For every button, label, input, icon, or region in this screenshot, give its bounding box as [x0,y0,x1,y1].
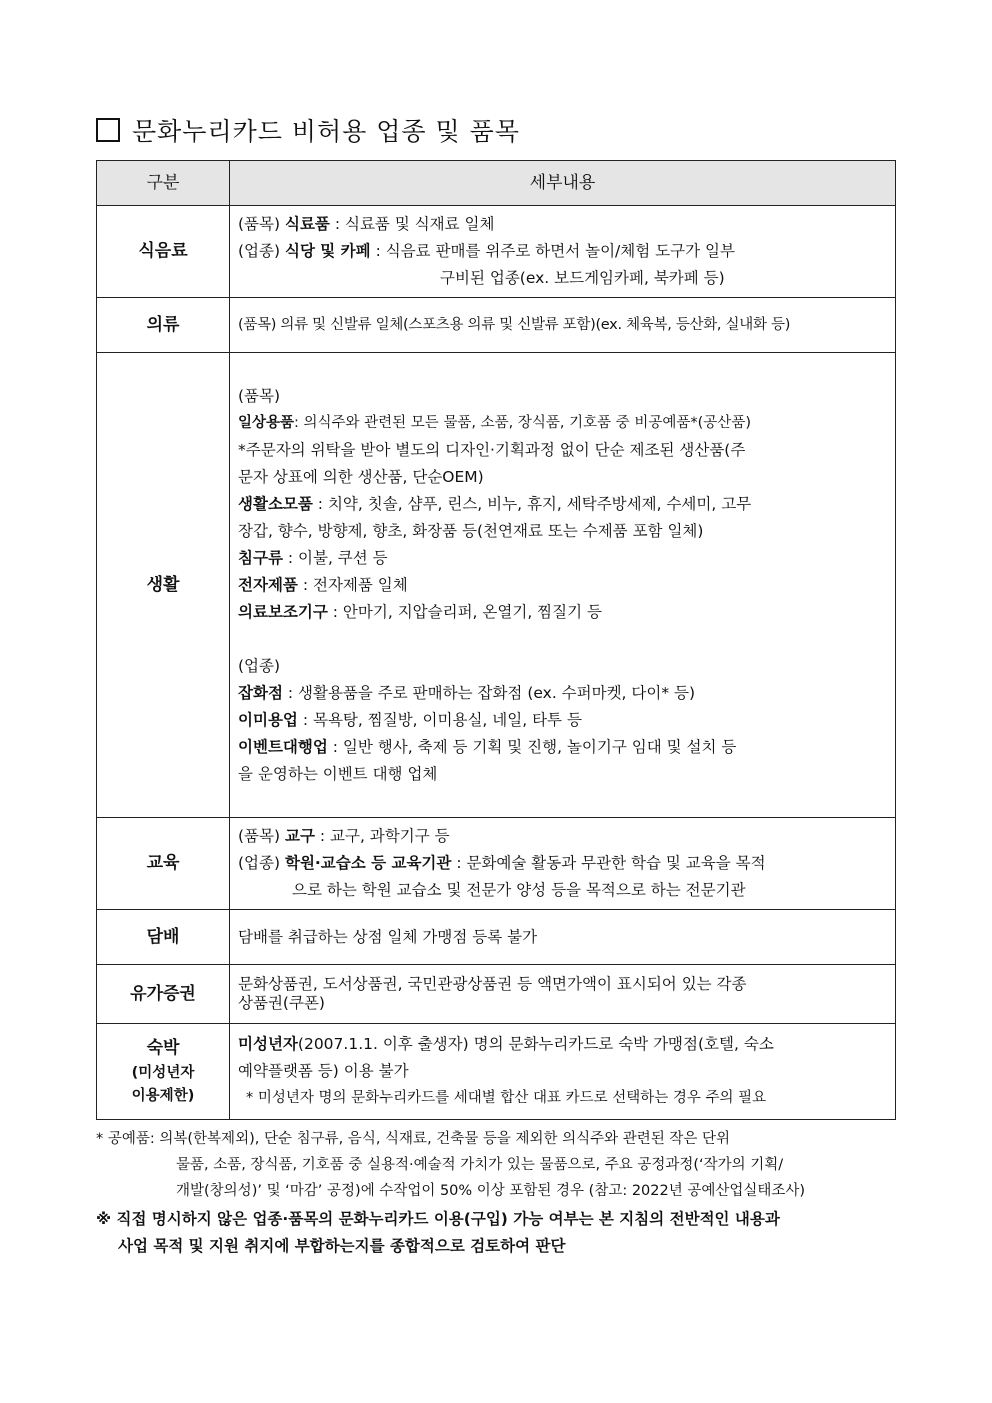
header-category: 구분 [97,161,230,206]
page-title [96,112,520,148]
category-food: 식음료 [97,206,230,298]
category-lodging-sub1: (미성년자 [131,1065,195,1081]
header-details: 세부내용 [230,161,896,206]
final-note-line: 사업 목적 및 지원 취지에 부합하는지를 종합적으로 검토하여 판단 [118,1237,566,1255]
category-lodging-label: 숙박 [146,1038,180,1058]
detail-line: (품목) 의류 및 신발류 일체(스포츠용 의류 및 신발류 포함)(ex. 체육복, 등산화, 실내화 등) [238,316,791,333]
footnote-line: 개발(창의성)’ 및 ‘마감’ 공정)에 수작업이 50% 이상 포함된 경우 (참고: 2022년 공예산업실태조사) [176,1183,806,1199]
footnote-line: * 공예품: 의복(한복제외), 단순 침구류, 음식, 식재료, 건축물 등을 제외한 의식주와 관련된 작은 단위 [96,1131,731,1147]
detail-line: (업종) 식당 및 카페 : 식음료 판매를 위주로 하면서 놀이/체험 도구가 일부 [238,242,735,260]
details-living [230,353,896,818]
detail-line: 문자 상표에 의한 생산품, 단순OEM) [238,467,484,486]
footnote [96,1126,895,1204]
category-tobacco: 담배 [97,910,230,965]
details-food [230,206,896,298]
details-tobacco: 담배를 취급하는 상점 일체 가맹점 등록 불가 [230,910,896,965]
detail-line: *주문자의 위탁을 받아 별도의 디자인·기획과정 없이 단순 제조된 생산품(주 [238,440,746,459]
detail-line: (품목) 교구 : 교구, 과학기구 등 [238,827,450,845]
detail-line: (품목) [238,386,281,405]
detail-line: 으로 하는 학원 교습소 및 전문가 양성 등을 목적으로 하는 전문기관 [292,881,746,899]
detail-line: (업종) 학원·교습소 등 교육기관 : 문화예술 활동과 무관한 학습 및 교육을 목적 [238,854,766,872]
detail-line: 의료보조기구 : 안마기, 지압슬리퍼, 온열기, 찜질기 등 [238,602,603,621]
detail-line: (업종) [238,656,281,675]
category-clothing: 의류 [97,298,230,353]
detail-line: 을 운영하는 이벤트 대행 업체 [238,764,438,783]
table-row [97,298,896,353]
detail-line: 침구류 : 이불, 쿠션 등 [238,548,388,567]
detail-line: 장갑, 향수, 방향제, 향초, 화장품 등(천연재료 또는 수제품 포함 일체) [238,521,704,540]
category-lodging [97,1024,230,1120]
table-row [97,818,896,910]
footnote-line: 물품, 소품, 장식품, 기호품 중 실용적·예술적 가치가 있는 물품으로, 주요 공정과정(‘작가의 기획/ [176,1157,784,1173]
detail-line: 전자제품 : 전자제품 일체 [238,575,408,594]
final-note [96,1206,895,1260]
table-row [97,1024,896,1120]
table-row [97,206,896,298]
category-education: 교육 [97,818,230,910]
final-note-line: ※ 직접 명시하지 않은 업종·품목의 문화누리카드 이용(구입) 가능 여부는 본 지침의 전반적인 내용과 [96,1210,780,1228]
detail-line: 구비된 업종(ex. 보드게임카페, 북카페 등) [440,269,725,287]
detail-line: (품목) 식료품 : 식료품 및 식재료 일체 [238,215,495,233]
details-securities [230,965,896,1024]
detail-line: * 미성년자 명의 문화누리카드를 세대별 합산 대표 카드로 선택하는 경우 주의 필요 [246,1090,767,1106]
table-row [97,965,896,1024]
spacer [238,626,885,653]
category-securities: 유가증권 [97,965,230,1024]
detail-line: 잡화점 : 생활용품을 주로 판매하는 잡화점 (ex. 수퍼마켓, 다이* 등) [238,683,696,702]
table-header-row [97,161,896,206]
details-lodging [230,1024,896,1120]
details-clothing [230,298,896,353]
category-lodging-sub2: 이용제한) [131,1088,195,1104]
detail-line: 이미용업 : 목욕탕, 찜질방, 이미용실, 네일, 타투 등 [238,710,582,729]
category-living: 생활 [97,353,230,818]
detail-line: 문화상품권, 도서상품권, 국민관광상품권 등 액면가액이 표시되어 있는 각종 [238,975,747,993]
details-education [230,818,896,910]
detail-line: 상품권(쿠폰) [238,994,325,1012]
restriction-table [96,160,896,1120]
table-row [97,910,896,965]
detail-line: 미성년자(2007.1.1. 이후 출생자) 명의 문화누리카드로 숙박 가맹점(호텔, 숙소 [238,1035,774,1053]
detail-line: 일상용품: 의식주와 관련된 모든 물품, 소품, 장식품, 기호품 중 비공예품*(공산품) [238,414,751,431]
page-title-text: 문화누리카드 비허용 업종 및 품목 [132,117,520,146]
detail-line: 생활소모품 : 치약, 칫솔, 샴푸, 린스, 비누, 휴지, 세탁주방세제, 수세미, 고무 [238,494,752,513]
checkbox-square-icon [96,118,120,142]
detail-line: 이벤트대행업 : 일반 행사, 축제 등 기획 및 진행, 놀이기구 임대 및 설치 등 [238,737,737,756]
detail-line: 예약플랫폼 등) 이용 불가 [238,1062,409,1080]
table-row [97,353,896,818]
